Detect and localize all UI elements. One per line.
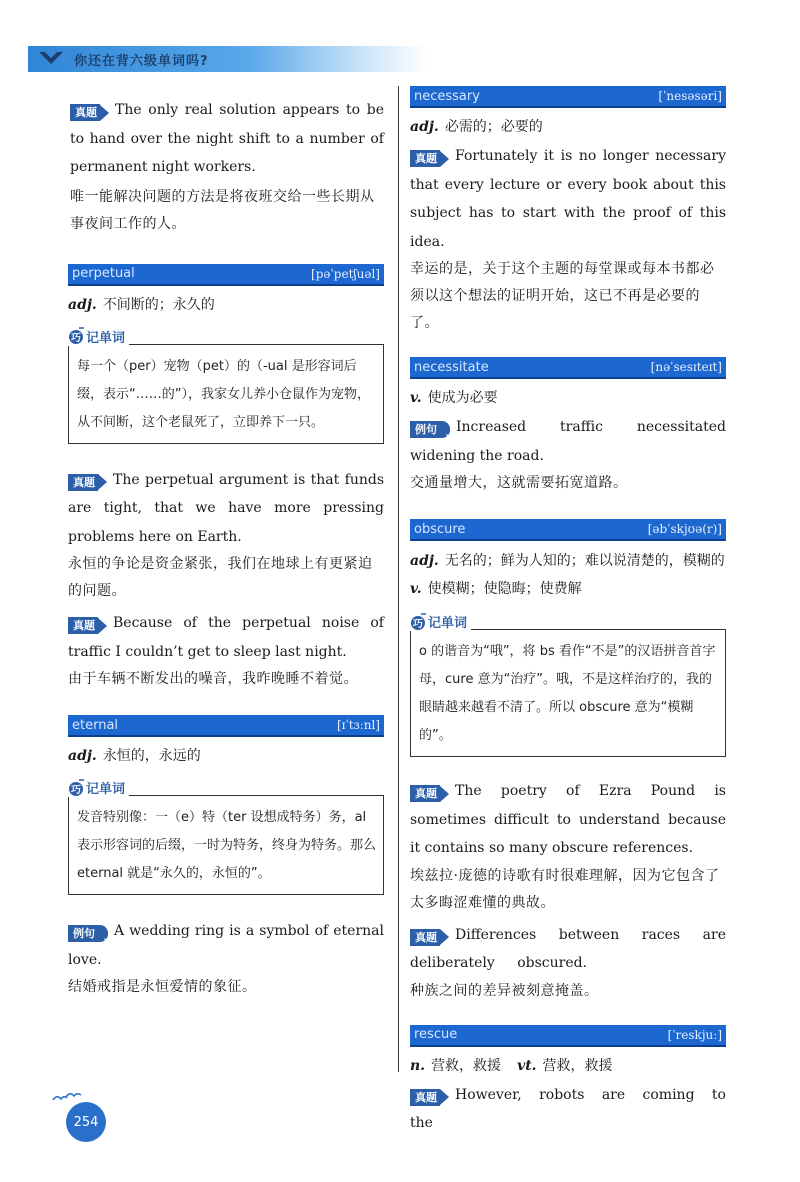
phonetic: [əbˈskjʊə(r)]	[647, 522, 722, 536]
memo-text: 每一个（per）宠物（pet）的（-ual 是形容词后缀，表示“……的”），我家女儿养小仓鼠作为宠物，从不间断，这个老鼠死了，立即养下一只。	[77, 358, 370, 430]
zhenti-tag: 真题	[410, 1089, 449, 1106]
zhenti-tag: 真题	[410, 150, 449, 167]
birds-icon	[52, 1090, 82, 1104]
example-en: Increased traffic necessitated widening the road.	[410, 419, 726, 464]
example-cn: 幸运的是，关于这个主题的每堂课或每本书都必须以这个想法的证明开始，这已不再是必要的了。	[410, 261, 715, 331]
entry-eternal	[68, 715, 384, 1001]
example-en: However, robots are coming to the	[410, 1086, 726, 1131]
example-cn: 种族之间的差异被刻意掩盖。	[410, 982, 599, 999]
memo-icon	[409, 613, 427, 631]
definition: adj. 必需的；必要的	[410, 119, 543, 135]
headword: eternal	[72, 717, 119, 733]
memo-box	[68, 782, 384, 895]
liju-tag: 例句	[410, 421, 450, 438]
chapter-header	[28, 46, 428, 72]
intro-example	[70, 96, 384, 238]
phonetic: [pəˈpetʃuəl]	[311, 266, 380, 281]
example-cn: 唯一能解决问题的方法是将夜班交给一些长期从事夜间工作的人。	[70, 188, 375, 232]
example-cn: 结婚戒指是永恒爱情的象征。	[68, 979, 257, 995]
svg-text:巧: 巧	[71, 333, 81, 344]
left-column	[68, 96, 384, 1001]
entry-perpetual	[68, 264, 384, 694]
example-cn: 埃兹拉·庞德的诗歌有时很难理解，因为它包含了太多晦涩难懂的典故。	[410, 867, 720, 911]
example-cn: 永恒的争论是资金紧张，我们在地球上有更紧迫的问题。	[68, 556, 373, 599]
example-en: The perpetual argument is that funds are tight, that we have more pressing problems here on Earth.	[68, 471, 384, 545]
memo-label: 巧 记单词	[409, 612, 471, 631]
word-header-bar	[68, 715, 384, 737]
right-column	[410, 86, 726, 1138]
zhenti-tag: 真题	[410, 929, 449, 946]
chevron-down-icon	[36, 48, 66, 70]
word-header-bar	[410, 1025, 726, 1047]
definition: adj. 无名的；鲜为人知的；难以说清楚的，模糊的v. 使模糊；使隐晦；使费解	[410, 553, 725, 597]
phonetic: [ˈnesəsəri]	[658, 89, 722, 103]
definition: v. 使成为必要	[410, 390, 498, 406]
word-header-bar	[410, 519, 726, 541]
definition: n. 营救，救援 vt. 营救，救援	[410, 1057, 613, 1074]
headword: necessitate	[414, 359, 489, 375]
memo-label: 巧 记单词	[67, 778, 129, 797]
chapter-title: 你还在背六级单词吗?	[74, 53, 209, 69]
example-cn: 由于车辆不断发出的噪音，我昨晚睡不着觉。	[68, 671, 358, 687]
memo-text: o 的谐音为“哦”，将 bs 看作“不是”的汉语拼音首字母，cure 意为“治疗”。哦，不是这样治疗的，我的眼睛越来越看不清了。所以 obscure 意为“模糊的”。	[419, 644, 716, 743]
entry-rescue	[410, 1025, 726, 1138]
entry-obscure	[410, 519, 726, 1005]
phonetic: [ˈreskjuː]	[667, 1027, 722, 1042]
headword: perpetual	[72, 266, 135, 281]
word-header-bar	[410, 357, 726, 379]
headword: rescue	[414, 1027, 458, 1042]
entry-necessitate	[410, 357, 726, 497]
zhenti-tag: 真题	[68, 617, 107, 634]
example-en: A wedding ring is a symbol of eternal love.	[68, 923, 384, 968]
zhenti-tag: 真题	[68, 474, 107, 491]
column-divider	[398, 86, 399, 1072]
liju-tag: 例句	[68, 925, 108, 942]
entry-necessary	[410, 86, 726, 337]
example-en: Differences between races are deliberately obscured.	[410, 926, 726, 971]
example-en: The only real solution appears to be to hand over the night shift to a number of permanent night workers.	[70, 102, 384, 175]
example-en: Because of the perpetual noise of traffic I couldn’t get to sleep last night.	[68, 615, 384, 660]
example-en: Fortunately it is no longer necessary that every lecture or every book about this subject has to start with the proof of this idea.	[410, 148, 726, 250]
memo-text: 发音特别像：一（e）特（ter 设想成特务）务，al 表示形容词的后缀，一时为特务，终身为特务。那么 eternal 就是“永久的，永恒的”。	[77, 810, 377, 881]
zhenti-tag: 真题	[70, 104, 109, 121]
svg-text:巧: 巧	[413, 618, 423, 630]
word-header-bar	[410, 86, 726, 108]
page-number: 254	[66, 1102, 106, 1142]
svg-text:巧: 巧	[71, 784, 81, 796]
example-en: The poetry of Ezra Pound is sometimes difficult to understand because it contains so many obscure references.	[410, 783, 726, 856]
headword: obscure	[414, 521, 466, 537]
phonetic: [ɪˈtɜːnl]	[336, 718, 380, 732]
phonetic: [nəˈsesɪteɪt]	[650, 360, 722, 374]
memo-icon	[67, 779, 85, 797]
example-cn: 交通量增大，这就需要拓宽道路。	[410, 475, 628, 491]
word-header-bar	[68, 264, 384, 286]
memo-box	[410, 616, 726, 757]
definition: adj. 不间断的；永久的	[68, 296, 215, 313]
memo-box	[68, 330, 384, 444]
definition: adj. 永恒的，永远的	[68, 748, 201, 764]
zhenti-tag: 真题	[410, 785, 449, 802]
memo-icon	[67, 327, 85, 345]
memo-label: 巧 记单词	[67, 327, 129, 346]
headword: necessary	[414, 88, 480, 104]
